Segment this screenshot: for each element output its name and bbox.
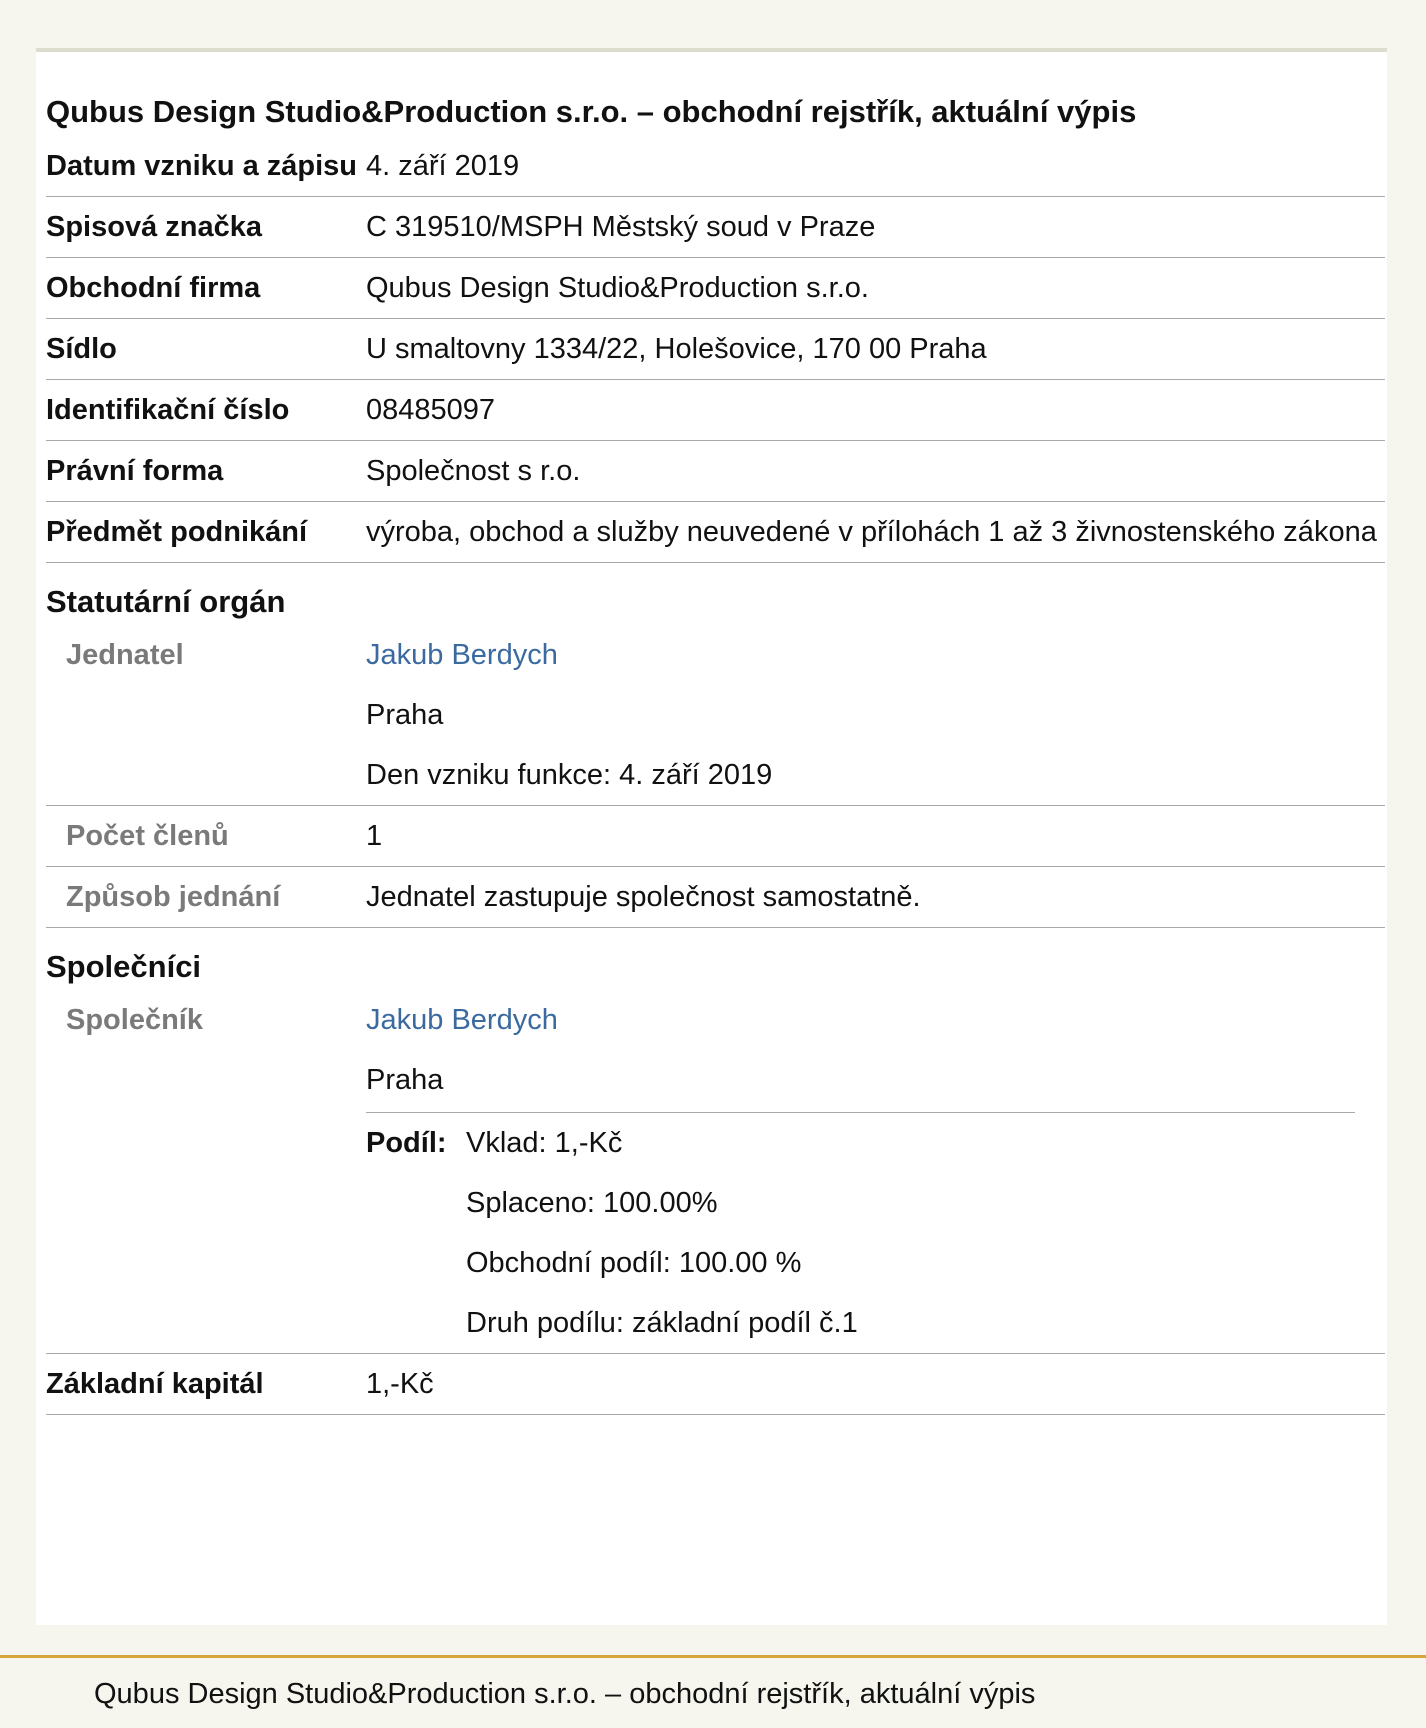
- row-label: Předmět podnikání: [46, 516, 308, 548]
- person-city: Praha: [366, 1064, 444, 1096]
- person-link-partner[interactable]: Jakub Berdych: [366, 1004, 558, 1036]
- row-label: Sídlo: [46, 333, 117, 365]
- row-company-name: [46, 258, 1385, 319]
- row-file-number: [46, 197, 1385, 258]
- row-label: Datum vzniku a zápisu: [46, 150, 358, 182]
- share-line: Vklad: 1,-Kč: [466, 1127, 623, 1159]
- row-value: 1,-Kč: [366, 1368, 434, 1400]
- row-partner: [46, 990, 1385, 1354]
- page-title: Qubus Design Studio&Production s.r.o. – obchodní rejstřík, aktuální výpis: [46, 94, 1137, 129]
- row-legal-form: [46, 441, 1385, 502]
- row-label: Obchodní firma: [46, 272, 261, 304]
- row-jednatel: [46, 625, 1385, 806]
- share-block: [366, 1112, 1355, 1353]
- section-statutory-heading: Statutární orgán: [46, 584, 286, 619]
- row-business-subject: [46, 502, 1385, 563]
- footer-title: Qubus Design Studio&Production s.r.o. – obchodní rejstřík, aktuální výpis: [94, 1678, 1036, 1710]
- row-label: Jednatel: [66, 639, 184, 671]
- row-label: Počet členů: [66, 820, 229, 852]
- share-line: Druh podílu: základní podíl č.1: [466, 1307, 858, 1339]
- row-value: Společnost s r.o.: [366, 455, 581, 487]
- row-capital: [46, 1354, 1385, 1415]
- registry-card: [36, 48, 1387, 1625]
- section-partners-heading: Společníci: [46, 949, 202, 984]
- row-value: 4. září 2019: [366, 150, 520, 182]
- row-label: Způsob jednání: [66, 881, 281, 913]
- row-label: Identifikační číslo: [46, 394, 290, 426]
- row-members-count: [46, 806, 1385, 867]
- share-line: Obchodní podíl: 100.00 %: [466, 1247, 802, 1279]
- row-value: U smaltovny 1334/22, Holešovice, 170 00 Praha: [366, 333, 987, 365]
- row-value: [366, 990, 1385, 1353]
- row-ico: [46, 380, 1385, 441]
- row-value: výroba, obchod a služby neuvedené v přílohách 1 až 3 živnostenského zákona: [366, 516, 1377, 548]
- row-label: Právní forma: [46, 455, 224, 487]
- row-value: 1: [366, 820, 383, 852]
- row-label: Spisová značka: [46, 211, 262, 243]
- row-value: [366, 625, 1385, 805]
- person-city: Praha: [366, 699, 444, 731]
- row-label: Základní kapitál: [46, 1368, 264, 1400]
- share-line: Splaceno: 100.00%: [466, 1187, 718, 1219]
- person-link-jednatel[interactable]: Jakub Berdych: [366, 639, 558, 671]
- row-label: Společník: [66, 1004, 203, 1036]
- row-value: Jednatel zastupuje společnost samostatně.: [366, 881, 921, 913]
- row-value: C 319510/MSPH Městský soud v Praze: [366, 211, 876, 243]
- row-acting-method: [46, 867, 1385, 928]
- function-since: Den vzniku funkce: 4. září 2019: [366, 759, 773, 791]
- footer-divider: [0, 1655, 1426, 1658]
- row-value: 08485097: [366, 394, 496, 426]
- registry-content: [46, 88, 1385, 1415]
- row-value: Qubus Design Studio&Production s.r.o.: [366, 272, 869, 304]
- row-founded: [46, 136, 1385, 197]
- share-label: Podíl:: [366, 1127, 447, 1159]
- share-details: [466, 1113, 858, 1353]
- row-address: [46, 319, 1385, 380]
